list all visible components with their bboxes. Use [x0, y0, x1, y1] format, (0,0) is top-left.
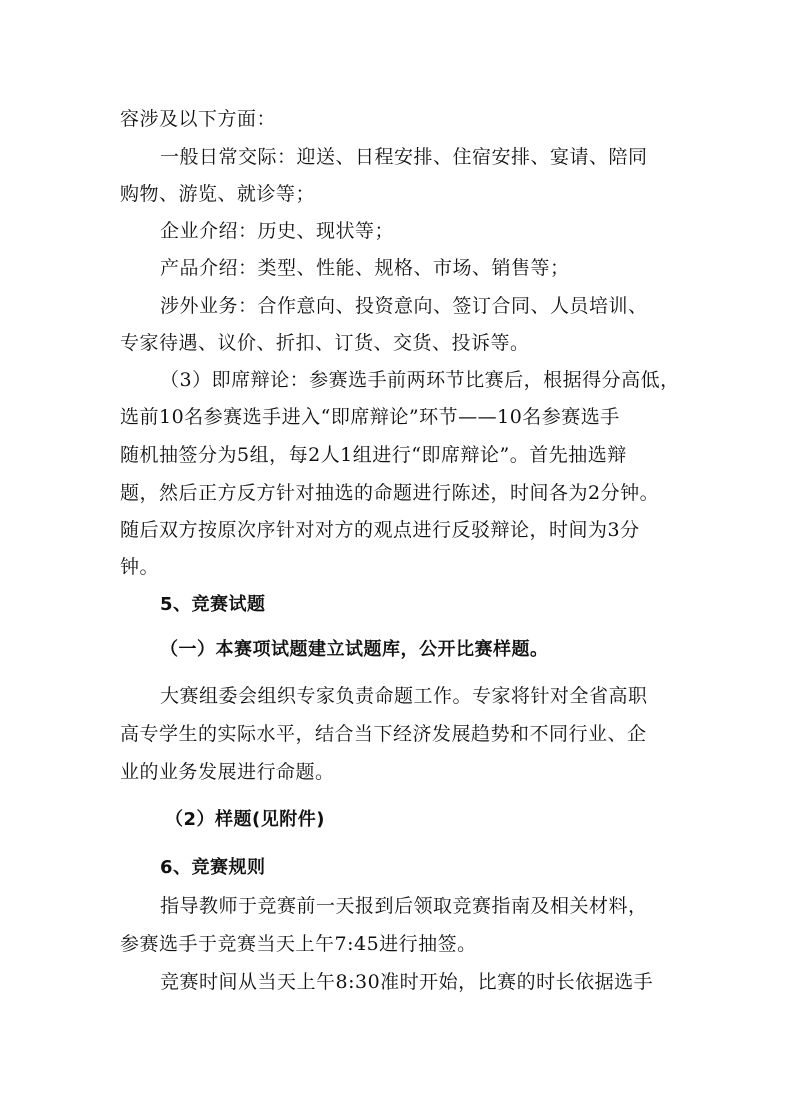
body-text-line: 选前10名参赛选手进入“即席辩论”环节——10名参赛选手: [120, 406, 620, 428]
subsection-heading: （一）本赛项试题建立试题库，公开比赛样题。: [160, 639, 549, 660]
body-text-line: 涉外业务：合作意向、投资意向、签订合同、人员培训、: [160, 295, 648, 317]
body-text-line: 随后双方按原次序针对对方的观点进行反驳辩论，时间为3分: [120, 519, 640, 541]
body-text-line: 一般日常交际：迎送、日程安排、住宿安排、宴请、陪同: [160, 146, 648, 168]
body-text-line: （3）即席辩论：参赛选手前两环节比赛后，根据得分高低，: [160, 369, 680, 391]
body-text-line: 高专学生的实际水平，结合当下经济发展趋势和不同行业、企: [120, 723, 647, 745]
body-text-line: 钟。: [120, 556, 160, 578]
body-text-line: 产品介绍：类型、性能、规格、市场、销售等；: [160, 257, 570, 279]
body-text-line: 企业介绍：历史、现状等；: [160, 220, 395, 242]
body-text-line: 指导教师于竞赛前一天报到后领取竞赛指南及相关材料，: [160, 895, 648, 917]
section-heading: 6、竞赛规则: [160, 857, 266, 878]
body-text-line: 专家待遇、议价、折扣、订货、交货、投诉等。: [120, 332, 530, 354]
section-heading: 5、竞赛试题: [160, 594, 266, 615]
body-text-line: 题，然后正方反方针对抽选的命题进行陈述，时间各为2分钟。: [120, 482, 660, 504]
body-text-line: 参赛选手于竞赛当天上午7:45进行抽签。: [120, 933, 477, 955]
body-text-line: 业的业务发展进行命题。: [120, 761, 335, 783]
body-text-line: 大赛组委会组织专家负责命题工作。专家将针对全省高职: [160, 685, 648, 707]
subsection-heading: （2）样题(见附件): [165, 809, 325, 830]
body-text-line: 容涉及以下方面：: [120, 108, 277, 130]
body-text-line: 购物、游览、就诊等；: [120, 183, 316, 205]
body-text-line: 随机抽签分为5组，每2人1组进行“即席辩论”。首先抽选辩: [120, 444, 627, 466]
body-text-line: 竞赛时间从当天上午8:30准时开始，比赛的时长依据选手: [160, 971, 654, 993]
